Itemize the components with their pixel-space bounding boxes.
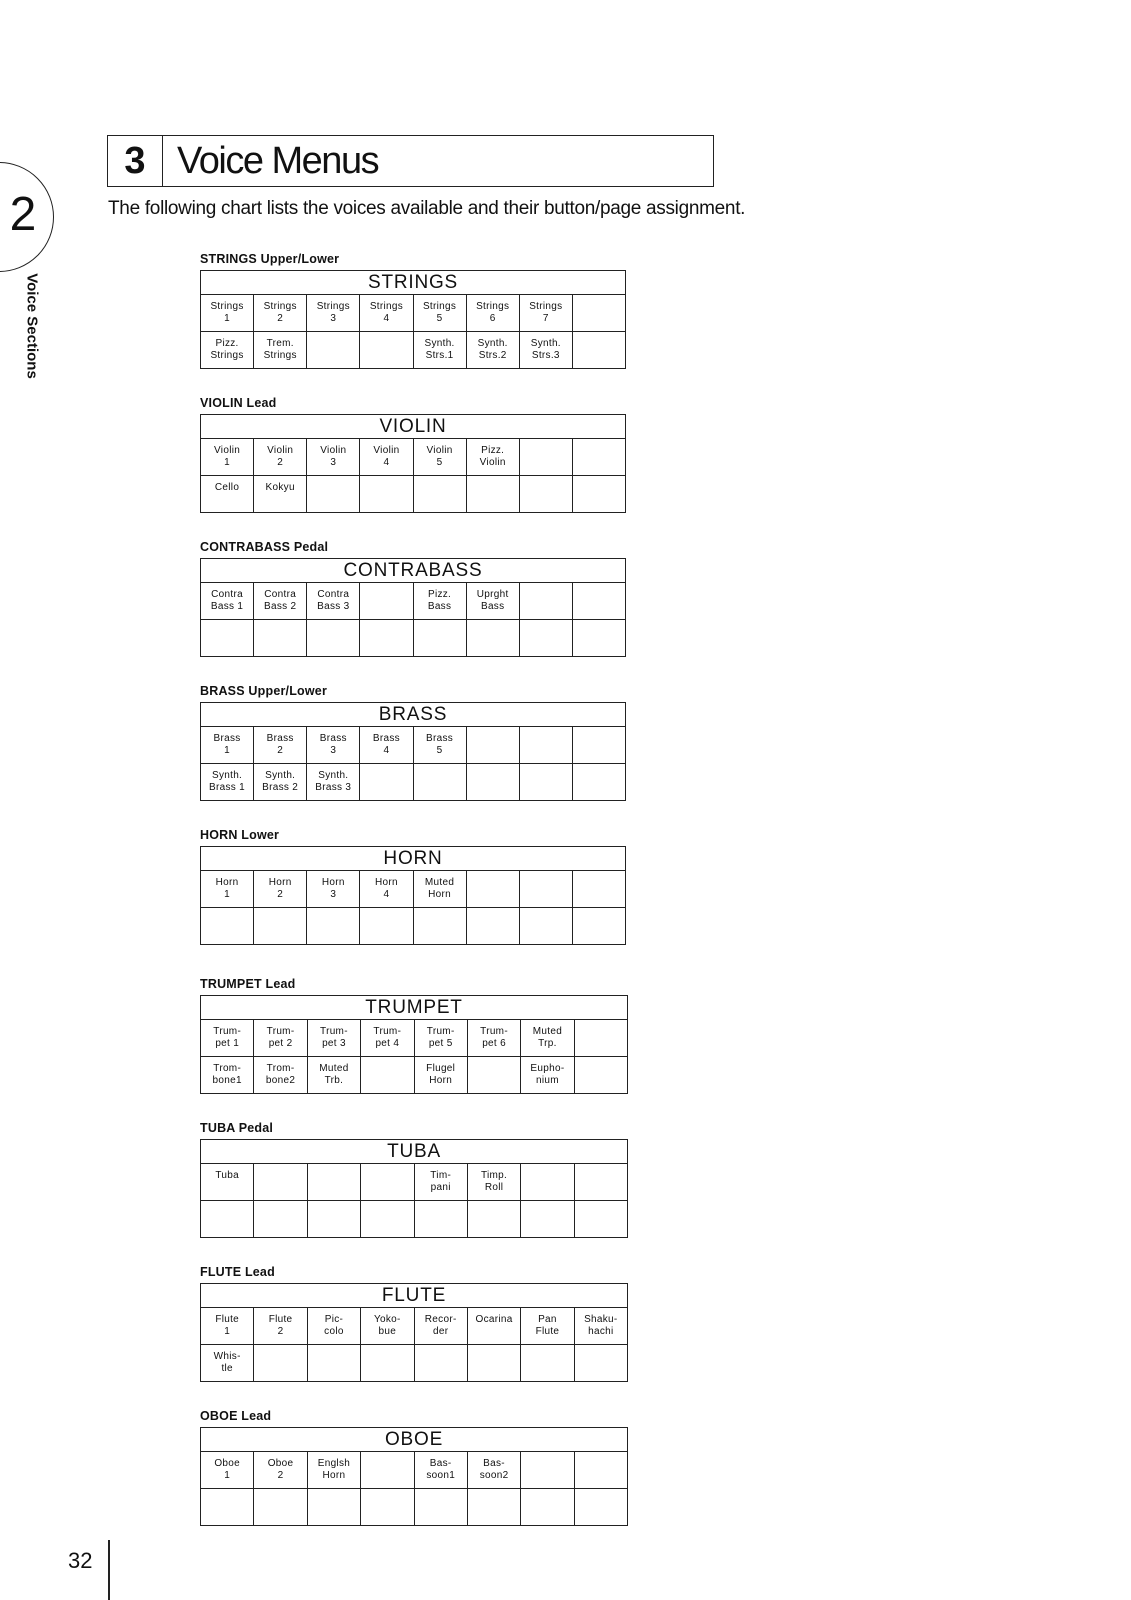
voice-cell: Horn 3 bbox=[307, 871, 360, 908]
voice-cell: Violin 4 bbox=[360, 439, 413, 476]
voice-cell: Synth. Brass 3 bbox=[307, 764, 360, 801]
voice-cell: Trom- bone1 bbox=[201, 1057, 254, 1094]
voice-cell bbox=[414, 1201, 467, 1238]
table-row bbox=[201, 1452, 628, 1489]
voice-cell: Pic- colo bbox=[307, 1308, 360, 1345]
voice-cell: Yoko- bue bbox=[361, 1308, 414, 1345]
table-header: TUBA bbox=[201, 1140, 628, 1164]
page-number: 32 bbox=[68, 1548, 93, 1573]
voice-cell: Synth. Strs.1 bbox=[413, 332, 466, 369]
voice-cell: Strings 2 bbox=[254, 295, 307, 332]
voice-cell bbox=[201, 908, 254, 945]
voice-cell bbox=[307, 908, 360, 945]
voice-cell: Flute 2 bbox=[254, 1308, 307, 1345]
voice-cell: Contra Bass 2 bbox=[254, 583, 307, 620]
table-row bbox=[201, 1020, 628, 1057]
voice-cell bbox=[254, 1489, 307, 1526]
voice-table-contrabass bbox=[200, 558, 626, 657]
voice-cell: Pizz. Violin bbox=[466, 439, 519, 476]
voice-cell: Eupho- nium bbox=[521, 1057, 574, 1094]
voice-cell bbox=[413, 764, 466, 801]
voice-cell: Oboe 1 bbox=[201, 1452, 254, 1489]
voice-cell bbox=[307, 1164, 360, 1201]
voice-cell bbox=[466, 764, 519, 801]
voice-cell: Trum- pet 5 bbox=[414, 1020, 467, 1057]
table-row bbox=[201, 583, 626, 620]
voice-cell bbox=[360, 620, 413, 657]
voice-cell bbox=[574, 1057, 627, 1094]
voice-cell: Contra Bass 3 bbox=[307, 583, 360, 620]
voice-cell: Ocarina bbox=[467, 1308, 520, 1345]
voice-cell: Oboe 2 bbox=[254, 1452, 307, 1489]
voice-cell bbox=[254, 1345, 307, 1382]
voice-cell: Horn 4 bbox=[360, 871, 413, 908]
voice-cell bbox=[519, 583, 572, 620]
voice-cell bbox=[467, 1345, 520, 1382]
voice-cell: Violin 1 bbox=[201, 439, 254, 476]
voice-cell bbox=[572, 295, 625, 332]
voice-cell: Cello bbox=[201, 476, 254, 513]
voice-cell: Horn 1 bbox=[201, 871, 254, 908]
section-heading bbox=[107, 135, 714, 187]
voice-cell bbox=[521, 1201, 574, 1238]
voice-cell: Trum- pet 6 bbox=[467, 1020, 520, 1057]
voice-cell bbox=[572, 764, 625, 801]
voice-cell bbox=[307, 476, 360, 513]
voice-cell bbox=[572, 439, 625, 476]
voice-cell bbox=[254, 620, 307, 657]
voice-cell bbox=[467, 1489, 520, 1526]
voice-cell bbox=[521, 1345, 574, 1382]
voice-cell bbox=[414, 1345, 467, 1382]
voice-cell: Brass 4 bbox=[360, 727, 413, 764]
voice-cell bbox=[519, 871, 572, 908]
voice-table-brass bbox=[200, 702, 626, 801]
voice-cell bbox=[361, 1201, 414, 1238]
voice-cell bbox=[201, 1201, 254, 1238]
voice-cell: Strings 1 bbox=[201, 295, 254, 332]
table-header: TRUMPET bbox=[201, 996, 628, 1020]
section-title: Voice Menus bbox=[177, 139, 379, 182]
voice-cell bbox=[413, 476, 466, 513]
table-row bbox=[201, 476, 626, 513]
table-caption: BRASS Upper/Lower bbox=[200, 684, 328, 698]
table-caption: STRINGS Upper/Lower bbox=[200, 252, 340, 266]
voice-cell: Contra Bass 1 bbox=[201, 583, 254, 620]
voice-cell: Strings 7 bbox=[519, 295, 572, 332]
voice-cell: Englsh Horn bbox=[307, 1452, 360, 1489]
voice-cell: Pizz. Strings bbox=[201, 332, 254, 369]
table-caption: OBOE Lead bbox=[200, 1409, 272, 1423]
table-caption: TUBA Pedal bbox=[200, 1121, 274, 1135]
table-header: VIOLIN bbox=[201, 415, 626, 439]
voice-cell: Horn 2 bbox=[254, 871, 307, 908]
table-row bbox=[201, 764, 626, 801]
voice-cell bbox=[307, 1489, 360, 1526]
voice-cell bbox=[572, 332, 625, 369]
table-row bbox=[201, 439, 626, 476]
chapter-tab-number: 2 bbox=[9, 188, 37, 241]
table-row bbox=[201, 1308, 628, 1345]
voice-cell bbox=[361, 1164, 414, 1201]
voice-cell: Pan Flute bbox=[521, 1308, 574, 1345]
voice-cell bbox=[360, 332, 413, 369]
voice-cell bbox=[574, 1020, 627, 1057]
voice-cell bbox=[521, 1452, 574, 1489]
voice-cell bbox=[307, 332, 360, 369]
section-number: 3 bbox=[108, 136, 163, 186]
voice-cell bbox=[466, 476, 519, 513]
voice-table-flute bbox=[200, 1283, 628, 1382]
voice-cell: Uprght Bass bbox=[466, 583, 519, 620]
table-row bbox=[201, 620, 626, 657]
voice-cell bbox=[466, 620, 519, 657]
voice-cell bbox=[574, 1164, 627, 1201]
voice-cell: Trom- bone2 bbox=[254, 1057, 307, 1094]
table-row bbox=[201, 1057, 628, 1094]
voice-cell bbox=[466, 871, 519, 908]
table-header: FLUTE bbox=[201, 1284, 628, 1308]
voice-cell bbox=[519, 764, 572, 801]
voice-cell bbox=[572, 476, 625, 513]
voice-table-oboe bbox=[200, 1427, 628, 1526]
voice-cell: Synth. Strs.3 bbox=[519, 332, 572, 369]
intro-text: The following chart lists the voices available and their button/page assignment. bbox=[108, 198, 746, 219]
table-row bbox=[201, 1345, 628, 1382]
voice-cell: Bas- soon2 bbox=[467, 1452, 520, 1489]
chapter-tab-label: Voice Sections bbox=[23, 273, 41, 379]
voice-cell: Brass 5 bbox=[413, 727, 466, 764]
voice-cell bbox=[360, 764, 413, 801]
voice-cell bbox=[360, 908, 413, 945]
table-row bbox=[201, 871, 626, 908]
voice-cell bbox=[521, 1164, 574, 1201]
voice-cell bbox=[572, 908, 625, 945]
voice-cell: Trum- pet 1 bbox=[201, 1020, 254, 1057]
voice-cell: Synth. Brass 2 bbox=[254, 764, 307, 801]
voice-cell bbox=[254, 1164, 307, 1201]
voice-cell bbox=[574, 1489, 627, 1526]
voice-cell bbox=[307, 1201, 360, 1238]
voice-table-strings bbox=[200, 270, 626, 369]
voice-table-horn bbox=[200, 846, 626, 945]
table-row bbox=[201, 1164, 628, 1201]
voice-cell bbox=[360, 583, 413, 620]
voice-cell bbox=[572, 620, 625, 657]
voice-cell: Strings 3 bbox=[307, 295, 360, 332]
table-row bbox=[201, 332, 626, 369]
voice-cell: Strings 5 bbox=[413, 295, 466, 332]
voice-cell: Strings 4 bbox=[360, 295, 413, 332]
voice-cell bbox=[572, 727, 625, 764]
voice-cell bbox=[201, 620, 254, 657]
voice-cell: Muted Trp. bbox=[521, 1020, 574, 1057]
voice-cell: Shaku- hachi bbox=[574, 1308, 627, 1345]
voice-cell bbox=[467, 1057, 520, 1094]
voice-cell bbox=[413, 620, 466, 657]
table-row bbox=[201, 1489, 628, 1526]
voice-cell: Trum- pet 4 bbox=[361, 1020, 414, 1057]
voice-cell bbox=[519, 908, 572, 945]
voice-cell: Brass 1 bbox=[201, 727, 254, 764]
table-caption: VIOLIN Lead bbox=[200, 396, 277, 410]
voice-cell bbox=[572, 871, 625, 908]
voice-cell: Kokyu bbox=[254, 476, 307, 513]
voice-cell: Tuba bbox=[201, 1164, 254, 1201]
table-header: BRASS bbox=[201, 703, 626, 727]
voice-cell: Synth. Brass 1 bbox=[201, 764, 254, 801]
table-header: HORN bbox=[201, 847, 626, 871]
voice-cell: Violin 3 bbox=[307, 439, 360, 476]
voice-table-trumpet bbox=[200, 995, 628, 1094]
table-row bbox=[201, 295, 626, 332]
voice-cell: Pizz. Bass bbox=[413, 583, 466, 620]
voice-cell: Brass 3 bbox=[307, 727, 360, 764]
voice-cell: Flute 1 bbox=[201, 1308, 254, 1345]
voice-cell: Strings 6 bbox=[466, 295, 519, 332]
page-number-rule bbox=[108, 1540, 110, 1600]
voice-cell bbox=[201, 1489, 254, 1526]
voice-cell bbox=[521, 1489, 574, 1526]
voice-cell bbox=[361, 1057, 414, 1094]
voice-table-tuba bbox=[200, 1139, 628, 1238]
voice-cell bbox=[360, 476, 413, 513]
voice-cell: Trem. Strings bbox=[254, 332, 307, 369]
voice-cell bbox=[361, 1489, 414, 1526]
voice-cell bbox=[519, 439, 572, 476]
voice-cell: Violin 5 bbox=[413, 439, 466, 476]
voice-cell bbox=[466, 727, 519, 764]
voice-cell: Timp. Roll bbox=[467, 1164, 520, 1201]
voice-cell bbox=[307, 1345, 360, 1382]
voice-cell bbox=[519, 620, 572, 657]
voice-cell: Bas- soon1 bbox=[414, 1452, 467, 1489]
voice-cell: Muted Horn bbox=[413, 871, 466, 908]
voice-cell bbox=[307, 620, 360, 657]
voice-cell: Trum- pet 2 bbox=[254, 1020, 307, 1057]
voice-cell: Whis- tle bbox=[201, 1345, 254, 1382]
voice-cell: Violin 2 bbox=[254, 439, 307, 476]
voice-cell: Brass 2 bbox=[254, 727, 307, 764]
voice-cell: Muted Trb. bbox=[307, 1057, 360, 1094]
voice-cell bbox=[466, 908, 519, 945]
voice-cell bbox=[361, 1345, 414, 1382]
voice-cell: Synth. Strs.2 bbox=[466, 332, 519, 369]
voice-cell bbox=[519, 727, 572, 764]
voice-cell bbox=[574, 1452, 627, 1489]
table-caption: CONTRABASS Pedal bbox=[200, 540, 329, 554]
voice-cell bbox=[254, 908, 307, 945]
voice-cell bbox=[254, 1201, 307, 1238]
voice-cell: Tim- pani bbox=[414, 1164, 467, 1201]
voice-cell bbox=[414, 1489, 467, 1526]
voice-cell bbox=[572, 583, 625, 620]
table-row bbox=[201, 1201, 628, 1238]
table-row bbox=[201, 908, 626, 945]
voice-cell: Flugel Horn bbox=[414, 1057, 467, 1094]
voice-cell bbox=[519, 476, 572, 513]
voice-cell bbox=[467, 1201, 520, 1238]
voice-cell bbox=[574, 1345, 627, 1382]
voice-cell bbox=[361, 1452, 414, 1489]
voice-cell bbox=[413, 908, 466, 945]
table-header: CONTRABASS bbox=[201, 559, 626, 583]
table-caption: HORN Lower bbox=[200, 828, 280, 842]
table-header: STRINGS bbox=[201, 271, 626, 295]
table-row bbox=[201, 727, 626, 764]
voice-cell: Recor- der bbox=[414, 1308, 467, 1345]
voice-cell bbox=[574, 1201, 627, 1238]
voice-cell: Trum- pet 3 bbox=[307, 1020, 360, 1057]
table-header: OBOE bbox=[201, 1428, 628, 1452]
voice-table-violin bbox=[200, 414, 626, 513]
table-caption: TRUMPET Lead bbox=[200, 977, 296, 991]
table-caption: FLUTE Lead bbox=[200, 1265, 275, 1279]
